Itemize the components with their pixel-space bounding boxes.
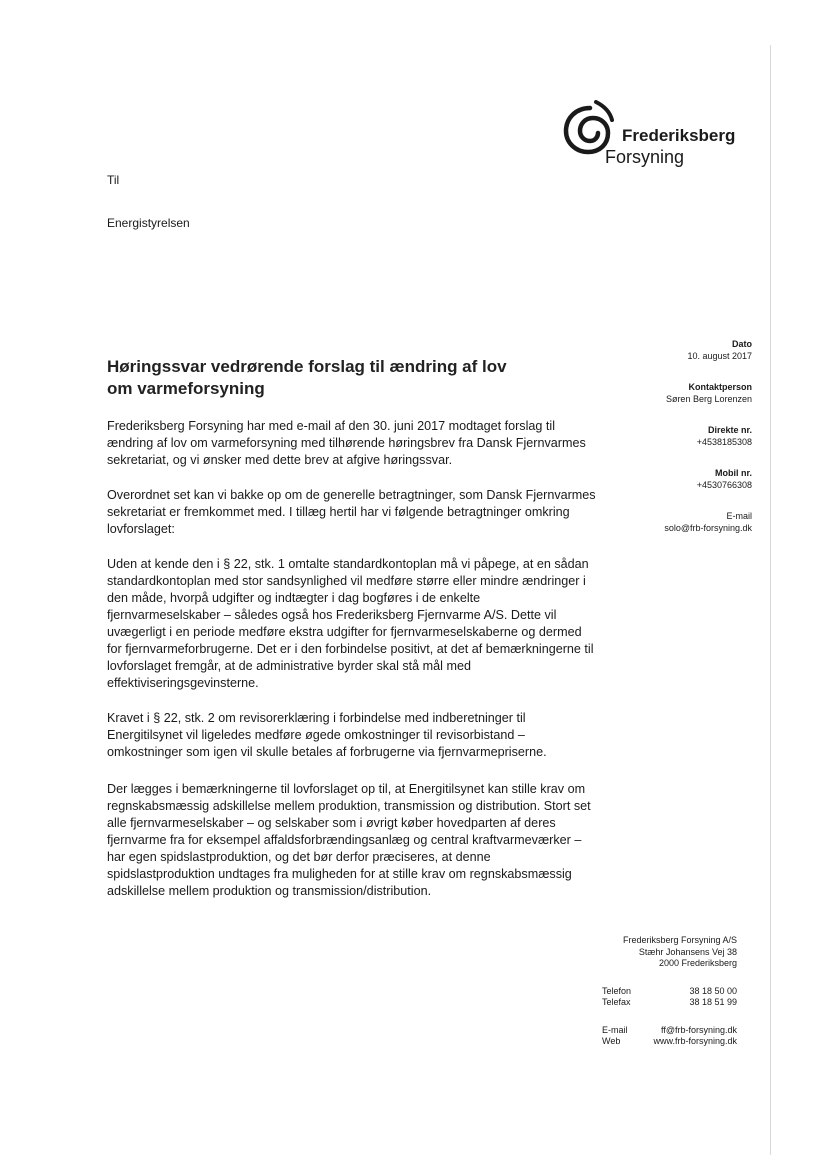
footer-phone-value: 38 18 50 00 — [689, 985, 737, 996]
recipient-name: Energistyrelsen — [107, 216, 190, 230]
email-label: E-mail — [726, 511, 752, 521]
direct-phone-value: +4538185308 — [696, 437, 752, 447]
footer-fax-value: 38 18 51 99 — [689, 997, 737, 1007]
footer-phone-label: Telefon — [602, 985, 632, 996]
footer-street: Stæhr Johansens Vej 38 — [638, 946, 737, 957]
footer-email-value[interactable]: ff@frb-forsyning.dk — [661, 1024, 737, 1035]
paragraph-5: Der lægges i bemærkningerne til lovforslaget op til, at Energitilsynet kan stille krav om regnskabsmæssig adskillelse mellem produktion, transmission og distribution. Stort set alle fjernvarmeselskaber – og selskaber som i øvrigt køber hovedparten af deres fjernvarme fra for eksempel affaldsforbrændingsanlæg og central kraftvarmeværker – har egen spidslastproduktion, og det bør derfor præciseres, at denne spidslastproduktion undtages fra muligheden for at stille krav om regnskabsmæssig adskillelse mellem produktion og transmission/distribution. — [107, 782, 591, 898]
footer-company: Frederiksberg Forsyning A/S — [622, 935, 737, 945]
recipient-label: Til — [107, 173, 120, 187]
date-value: 10. august 2017 — [687, 351, 752, 361]
logo-name: Frederiksberg — [622, 126, 736, 145]
logo-subtitle: Forsyning — [605, 147, 685, 167]
paragraph-2: Overordnet set kan vi bakke op om de generelle betragtninger, som Dansk Fjernvarmes sekretariat er fremkommet med. I tillæg hertil har vi følgende betragtninger omkring lovforslaget: — [107, 488, 596, 536]
mobile-label: Mobil nr. — [715, 468, 752, 478]
scan-edge-line — [770, 45, 771, 1155]
email-value[interactable]: solo@frb-forsyning.dk — [664, 523, 752, 533]
footer-web-value[interactable]: www.frb-forsyning.dk — [653, 1036, 737, 1046]
paragraph-1: Frederiksberg Forsyning har med e-mail af den 30. juni 2017 modtaget forslag til ændring af lov om varmeforsyning med tilhørende høringsbrev fra Dansk Fjernvarmes sekretariat, og vi ønsker med dette brev at afgive høringssvar. — [107, 419, 586, 467]
letter-title: Høringssvar vedrørende forslag til ændring af lov om varmeforsyning — [107, 357, 507, 398]
paragraph-4: Kravet i § 22, stk. 2 om revisorerklæring i forbindelse med indberetninger til Energitilsynet vil ligeledes medføre øgede omkostninger til revisorbistand – omkostninger som igen vil skulle betales af forbrugerne via fjernvarmepriserne. — [107, 711, 547, 759]
contact-value: Søren Berg Lorenzen — [665, 394, 752, 404]
footer-email-label: E-mail — [602, 1024, 628, 1035]
footer-city: 2000 Frederiksberg — [658, 958, 737, 968]
footer-fax-label: Telefax — [602, 997, 631, 1007]
letter-body — [107, 418, 597, 918]
sidebar-info — [620, 338, 752, 553]
company-logo — [560, 100, 760, 170]
company-footer — [580, 935, 737, 1048]
contact-label: Kontaktperson — [688, 382, 752, 392]
paragraph-3: Uden at kende den i § 22, stk. 1 omtalte standardkontoplan må vi påpege, at en sådan standardkontoplan med stor sandsynlighed vil medføre større eller mindre ændringer i den måde, hvorpå udgifter og indtægter i dag bogføres i de enkelte fjernvarmeselskaber – således også hos Frederiksberg Fjernvarme A/S. Dette vil uvægerligt i en periode medføre ekstra udgifter for fjernvarmeselskaberne og dermed for fjernvarmeforbrugerne. Det er i den forbindelse positivt, at det af bemærkningerne til lovforslaget fremgår, at de administrative byrder skal stå mål med effektiviseringsgevinsterne. — [107, 557, 594, 690]
footer-web-label: Web — [602, 1036, 621, 1046]
date-label: Dato — [732, 339, 752, 349]
mobile-value: +4530766308 — [696, 480, 752, 490]
direct-phone-label: Direkte nr. — [707, 425, 752, 435]
